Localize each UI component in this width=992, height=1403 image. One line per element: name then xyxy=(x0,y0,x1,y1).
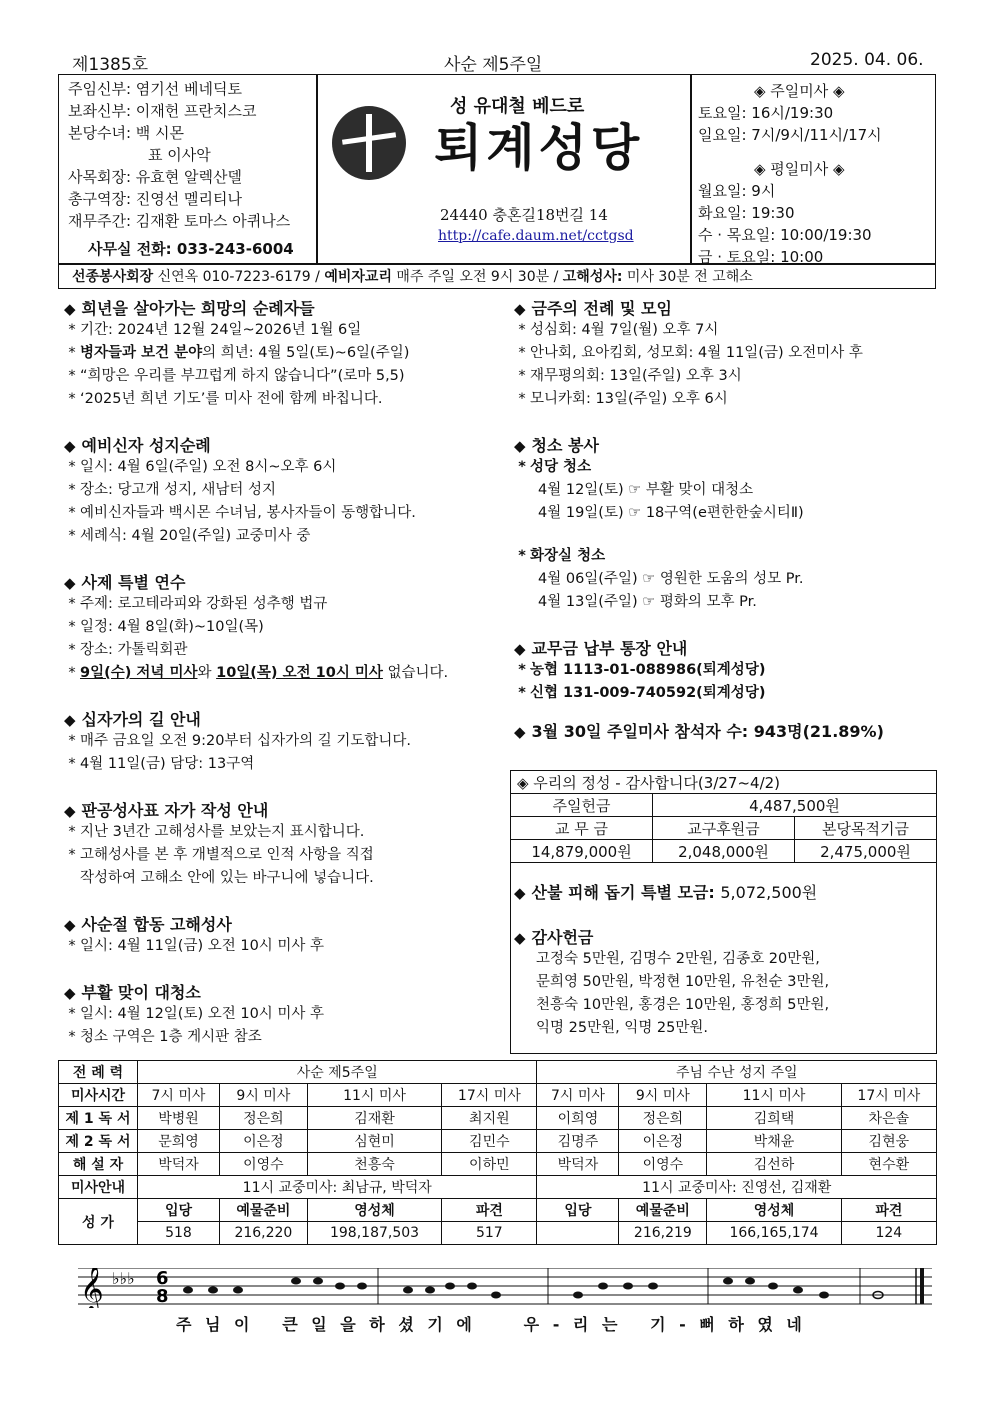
song-lyrics: 주 님 이 큰 일 을 하 셨 기 에 우 - 리 는 기 - 뻐 하 였 네 xyxy=(176,1315,806,1334)
section-title: ◆ 청소 봉사 xyxy=(514,436,599,455)
issue-date: 2025. 04. 06. xyxy=(810,50,924,70)
section-title: ◆ 판공성사표 자가 작성 안내 xyxy=(64,801,269,820)
staff-row: 표 이사악 xyxy=(148,146,211,164)
left-column: ◆ 희년을 살아가는 희망의 순례자들 * 기간: 2024년 12월 24일~2026년 1월 6일 * 병자들과 보건 분야의 희년: 4월 5일(토)~6일(주일) * “희망은 우리를 부끄럽게 하지 않습니다”(로마 5,5) * ‘2025년 희년 기도’를 미사 전에 함께 바칩니다. ◆ 예비신자 성지순례 * 일시: 4월 6일(주일) 오전 8시~오후 6시 * 장소: 당고개 성지, 새남터 성지 * 예비신자들과 백시몬 수녀님, 봉사자들이 동행합니다. * 세례식: 4월 20일(주일) 교중미사 중 ◆ 사제 특별 연수 * 주제: 로고테라피와 강화된 성추행 법규 * 일정: 4월 8일(화)~10일(목) * 장소: 가톨릭회관 * 9일(수) 저녁 미사와 10일(목) 오전 10시 미사 없습니다. ◆ 십자가의 길 안내 * 매주 금요일 오전 9:20부터 십자가의 길 기도합니다. * 4월 11일(금) 담당: 13구역 ◆ 판공성사표 자가 작성 안내 * 지난 3년간 고해성사를 보았는지 표시합니다. * 고해성사를 본 후 개별적으로 인적 사항을 직접 작성하여 고해소 안에 있는 바구니에 넣습니다. ◆ 사순절 합동 고해성사 * 일시: 4월 11일(금) 오전 10시 미사 후 ◆ 부활 맞이 대청소 * 일시: 4월 12일(토) 오전 10시 미사 후 * 청소 구역은 1층 게시판 참조 xyxy=(64,296,504,1049)
staff-row: 본당수녀: 백 시몬 xyxy=(68,124,185,142)
svg-text:𝄞: 𝄞 xyxy=(80,1268,104,1308)
mass-schedule xyxy=(698,80,882,268)
section-title: ◆ 부활 맞이 대청소 xyxy=(64,983,201,1002)
mass-time: 화요일: 19:30 xyxy=(698,204,795,222)
issue-number: 제1385호 xyxy=(72,55,149,75)
section-title: ◆ 사제 특별 연수 xyxy=(64,573,186,592)
svg-text:6: 6 xyxy=(156,1268,169,1289)
right-column: ◆ 금주의 전례 및 모임 * 성심회: 4월 7일(월) 오후 7시 * 안나회, 요아킴회, 성모회: 4월 11일(금) 오전미사 후 * 재무평의회: 13일(주일) 오후 3시 * 모니카회: 13일(주일) 오후 6시 ◆ 청소 봉사 * 성당 청소 4월 12일(토) ☞ 부활 맞이 대청소 4월 19일(토) ☞ 18구역(e편한한숲시티Ⅱ) * 화장실 청소 4월 06일(주일) ☞ 영원한 도움의 성모 Pr. 4월 13일(주일) ☞ 평화의 모후 Pr. ◆ 교무금 납부 통장 안내 * 농협 1113-01-088986(퇴계성당) * 신협 131-009-740592(퇴계성당) ◆ 3월 30일 주일미사 참석자 수: 943명(21.89%) xyxy=(514,296,934,742)
music-staff xyxy=(78,1268,932,1308)
section-title: ◆ 사순절 합동 고해성사 xyxy=(64,915,232,934)
svg-text:♭♭♭: ♭♭♭ xyxy=(112,1269,135,1288)
offering-table: ◈ 우리의 정성 - 감사합니다(3/27~4/2) 주일헌금 4,487,500원 교 무 금 교구후원금 본당목적기금 14,879,000원 2,048,000원 2,475,000원 xyxy=(510,770,937,863)
donation-section: ◆ 산불 피해 돕기 특별 모금: 5,072,500원 ◆ 감사헌금 고정숙 5만원, 김명수 2만원, 김종호 20만원, 문희영 50만원, 박정현 10만원, 유천순 3만원, 천흥숙 10만원, 홍경은 10만원, 홍정희 5만원, 익명 25만원, 익명 25만원. xyxy=(514,883,830,1036)
staff-row: 보좌신부: 이재헌 프란치스코 xyxy=(68,102,257,120)
mass-time: 수 · 목요일: 10:00/19:30 xyxy=(698,226,872,244)
liturgical-season: 사순 제5주일 xyxy=(444,55,543,75)
staff-list xyxy=(68,78,290,232)
staff-row: 사목회장: 유효현 알렉산델 xyxy=(68,168,242,186)
mass-time: 금 · 토요일: 10:00 xyxy=(698,248,824,266)
staff-row: 주임신부: 염기선 베네딕토 xyxy=(68,80,242,98)
section-title: ◆ 교무금 납부 통장 안내 xyxy=(514,639,688,658)
section-title: ◆ 예비신자 성지순례 xyxy=(64,436,211,455)
section-title: ◆ 금주의 전례 및 모임 xyxy=(514,299,672,318)
info-bar-text: 선종봉사회장 신연옥 010-7223-6179 / 예비자교리 매주 주일 오전 9시 30분 / 고해성사: 미사 30분 전 고해소 xyxy=(72,269,753,285)
attendance: ◆ 3월 30일 주일미사 참석자 수: 943명(21.89%) xyxy=(514,722,884,741)
office-phone: 사무실 전화: 033-243-6004 xyxy=(88,240,294,258)
svg-text:8: 8 xyxy=(156,1286,169,1307)
cafe-link[interactable]: http://cafe.daum.net/cctgsd xyxy=(438,228,634,244)
parish-subtitle: 성 유대철 베드로 xyxy=(450,96,585,117)
section-title: ◆ 희년을 살아가는 희망의 순례자들 xyxy=(64,299,315,318)
mass-time: 월요일: 9시 xyxy=(698,182,776,200)
parish-address: 24440 충혼길18번길 14 xyxy=(440,206,608,224)
parish-name: 퇴계성당 xyxy=(434,119,644,177)
liturgy-table: 전 례 력 사순 제5주일 주님 수난 성지 주일 미사시간 7시 미사 9시 미사 11시 미사 17시 미사 7시 미사 9시 미사 11시 미사 17시 미사 제 1 독 서 박병원 정은희 김재환 최지원 이희영 정은희 김희택 차은솔 제 2 독 서 문희영 이은정 심현미 김민수 김명주 이은정 박채윤 김현웅 해 설 자 박덕자 이영수 천흥숙 이하민 박덕자 이영수 김선하 현수환 미사안내 11시 교중미사: 최남규, 박덕자 11시 교중미사: 진영선, 김재환 성 가 입당 예물준비 영성체 파견 입당 예물준비 영성체 파견 518 216,220 198,187,503 517 216,219 166,165,174 124 xyxy=(58,1060,937,1245)
section-title: ◆ 십자가의 길 안내 xyxy=(64,710,201,729)
parish-logo-icon xyxy=(332,106,406,180)
weekday-mass-title: ◈ 평일미사 ◈ xyxy=(754,160,845,178)
mass-time: 일요일: 7시/9시/11시/17시 xyxy=(698,126,882,144)
staff-row: 총구역장: 진영선 멜리티나 xyxy=(68,190,242,208)
staff-row: 재무주간: 김재환 토마스 아퀴나스 xyxy=(68,212,291,230)
mass-time: 토요일: 16시/19:30 xyxy=(698,104,834,122)
sunday-mass-title: ◈ 주일미사 ◈ xyxy=(754,82,845,100)
